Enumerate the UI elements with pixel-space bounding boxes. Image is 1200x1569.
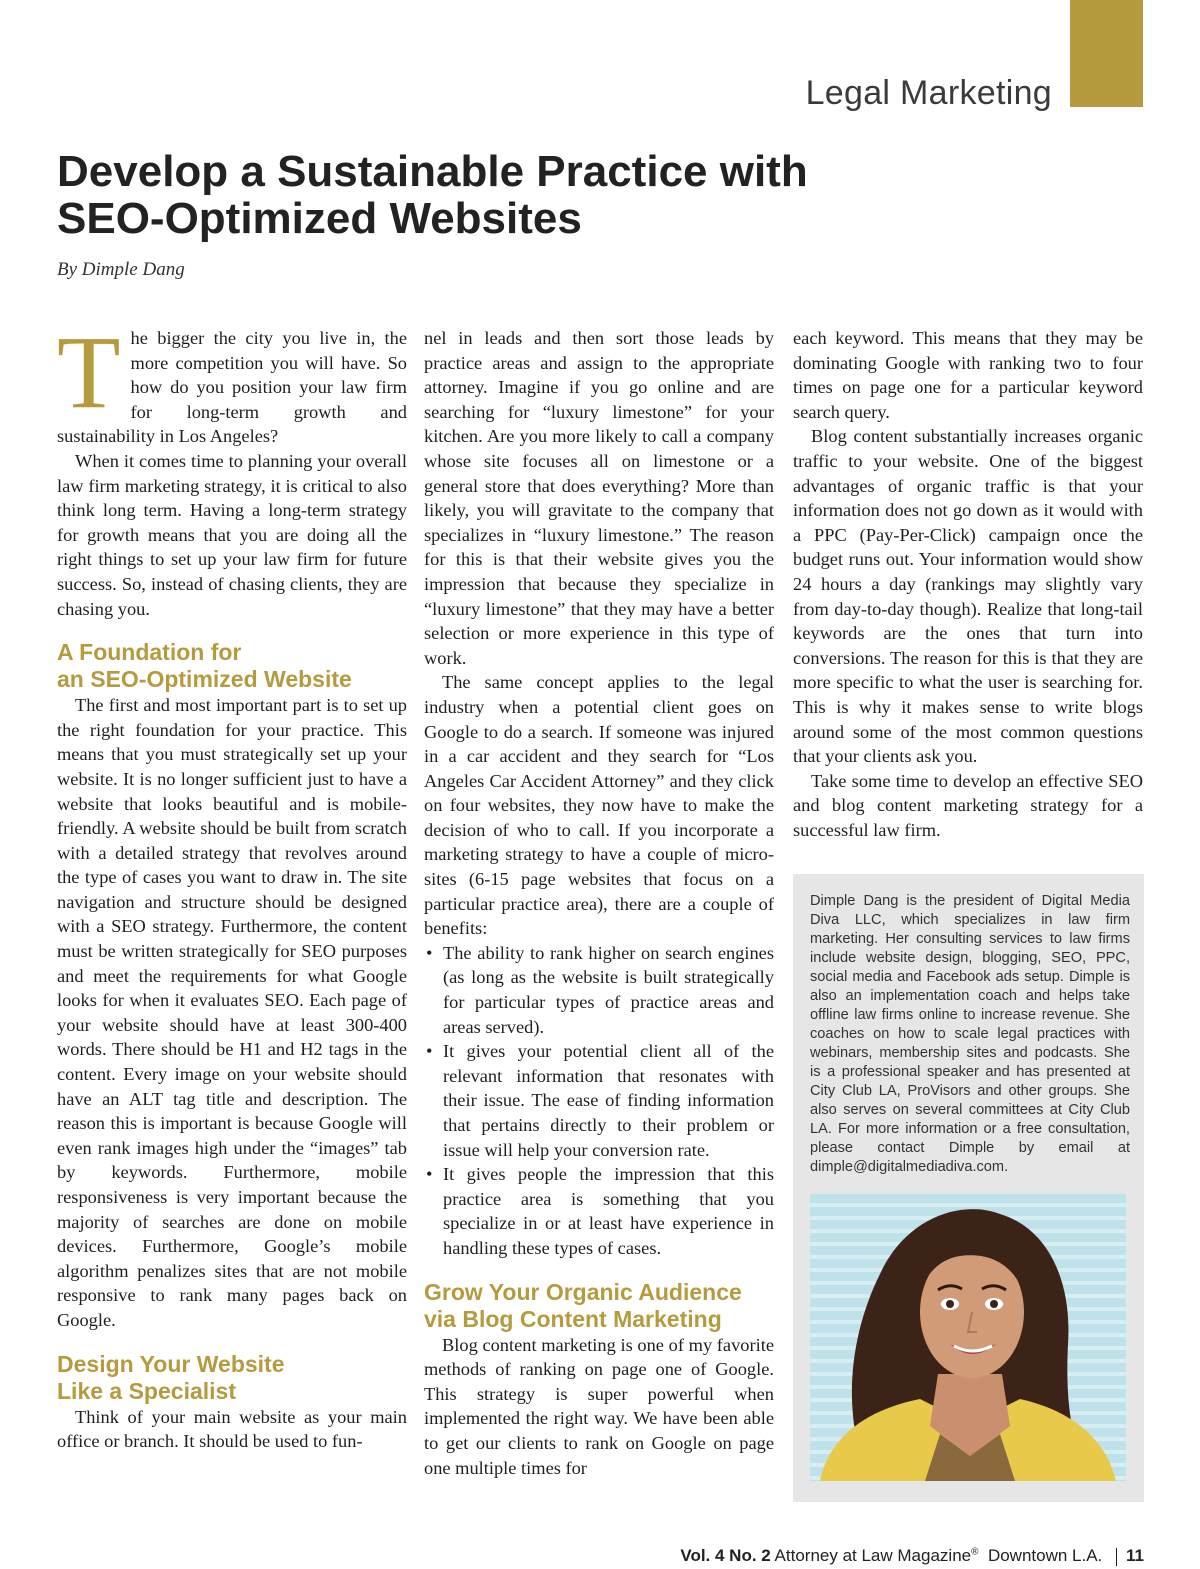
subheading-organic	[424, 1279, 774, 1333]
footer-separator	[1116, 1548, 1117, 1566]
author-portrait-illustration	[810, 1194, 1126, 1481]
section-color-tab	[1070, 0, 1143, 107]
page-number: 11	[1126, 1546, 1144, 1565]
author-photo	[810, 1194, 1126, 1481]
page-footer	[680, 1546, 1144, 1566]
subheading-line: Design Your Website	[57, 1350, 285, 1377]
list-item: • It gives people the impression that this practice area is something that you specialize in or at least have experience in handling these types of cases.	[424, 1162, 774, 1260]
subheading-line: A Foundation for	[57, 639, 242, 666]
article-title-line: SEO-Optimized Websites	[57, 194, 582, 243]
section-label: Legal Marketing	[805, 74, 1052, 112]
paragraph: Think of your main website as your main office or branch. It should be used to fun-	[57, 1406, 407, 1452]
paragraph: When it comes time to planning your overall law firm marketing strategy, it is critical to also think long term. Having a long-term strategy for growth means that you are doing all the right things to set up your law firm for future success. So, instead of chasing clients, they are chasing you.	[57, 450, 407, 619]
footer-edition: Downtown L.A.	[987, 1546, 1103, 1565]
paragraph-text: he bigger the city you live in, the more competition you will have. So how do you position your law firm for long-term growth and sustainability in Los Angeles?	[57, 328, 407, 447]
paragraph: Blog content substantially increases organic traffic to your website. One of the biggest advantages of organic traffic is that your information does not go down as it would with a PPC (Pay-Per-Click) campaign once the budget runs out. Your information would show 24 hours a day (rankings may slightly vary from day-to-day though). Realize that long-tail keywords are the ones that turn into conversions. The reason for this is that they are more specific to what the user is searching for. This is why it makes sense to write blogs around some of the most common questions that your clients ask you.	[793, 426, 1143, 767]
author-bio-box	[793, 874, 1144, 1502]
drop-cap: T	[57, 315, 121, 430]
paragraph: Take some time to develop an effective SEO and blog content marketing strategy for a successful law firm.	[793, 770, 1143, 840]
footer-magazine: Attorney at Law Magazine	[774, 1546, 972, 1565]
article-title-line: Develop a Sustainable Practice with	[57, 147, 808, 196]
footer-volume: Vol. 4 No. 2	[680, 1546, 771, 1565]
paragraph: Blog content marketing is one of my favorite methods of ranking on page one of Google. This strategy is super powerful when implemented the right way. We have been able to get our clients to rank on Google on page one multiple times for	[424, 1334, 774, 1478]
list-item: • The ability to rank higher on search engines (as long as the website is built strategically for particular types of practice areas and areas served).	[424, 941, 774, 1039]
paragraph: The first and most important part is to set up the right foundation for your practice. This means that you must strategically set up your website. It is no longer sufficient just to have a website that looks beautiful and is mobile-friendly. A website should be built from scratch with a detailed strategy that revolves around the type of cases you want to draw in. The site navigation and structure should be designed with a SEO strategy. Furthermore, the content must be written strategically for SEO purposes and meet the requirements for what Google looks for when it evaluates SEO. Each page of your website should have at least 300-400 words. There should be H1 and H2 tags in the content. Every image on your website should have an ALT tag title and description. The reason this is important is because Google will even rank images high under the “images” tab by keywords. Furthermore, mobile responsiveness is very important because the majority of searches are done on mobile devices. Furthermore, Google’s mobile algorithm penalizes sites that are not mobile responsive to rank many pages back on Google.	[57, 695, 407, 1330]
article-column-2	[424, 326, 774, 1480]
article-title	[57, 148, 957, 242]
list-item: • It gives your potential client all of the relevant information that resonates with their issue. The ease of finding information that pertains directly to their problem or issue will help your conversion rate.	[424, 1039, 774, 1162]
paragraph: The same concept applies to the legal industry when a potential client goes on Google to do a search. If someone was injured in a car accident and they search for “Los Angeles Car Accident Attorney” and they click on four websites, they now have to make the decision of who to call. If you incorporate a marketing strategy to have a couple of micro-sites (6-15 page websites that focus on a particular practice area), there are a couple of benefits:	[424, 672, 774, 939]
paragraph: each keyword. This means that they may be dominating Google with ranking two to four times on page one for a particular keyword search query.	[793, 328, 1143, 422]
byline: By Dimple Dang	[57, 259, 185, 280]
intro-paragraph	[57, 315, 407, 449]
author-bio-text: Dimple Dang is the president of Digital Media Diva LLC, which specializes in law firm marketing. Her consulting services to law firms include website design, blogging, SEO, PPC, social media and Facebook ads setup. Dimple is also an implementation coach and helps take offline law firms online to increase revenue. She coaches on how to scale legal practices with webinars, membership sites and podcasts. She is a professional speaker and has presented at City Club LA, ProVisors and other groups. She also serves on several committees at City Club LA. For more information or a free consultation, please contact Dimple by email at dimple@digitalmediadiva.com.	[810, 893, 1130, 1175]
paragraph: nel in leads and then sort those leads by practice areas and assign to the appropriate attorney. Imagine if you go online and are searching for “luxury limestone” for your kitchen. Are you more likely to call a company whose site focuses all on limestone or a general store that does everything? More than likely, you will gravitate to the company that specializes in “luxury limestone.” The reason for this is that their website gives you the impression that because they specialize in “luxury limestone” that they may have a better selection or more experience in this type of work.	[424, 328, 774, 668]
subheading-line: via Blog Content Marketing	[424, 1305, 722, 1332]
subheading-line: an SEO-Optimized Website	[57, 666, 352, 693]
subheading-line: Like a Specialist	[57, 1377, 236, 1404]
benefits-list	[424, 941, 774, 1261]
article-column-3	[793, 326, 1143, 842]
subheading-line: Grow Your Organic Audience	[424, 1278, 742, 1305]
subheading-foundation	[57, 639, 407, 693]
article-column-1	[57, 315, 407, 1454]
subheading-design	[57, 1351, 407, 1405]
registered-mark: ®	[971, 1546, 979, 1558]
